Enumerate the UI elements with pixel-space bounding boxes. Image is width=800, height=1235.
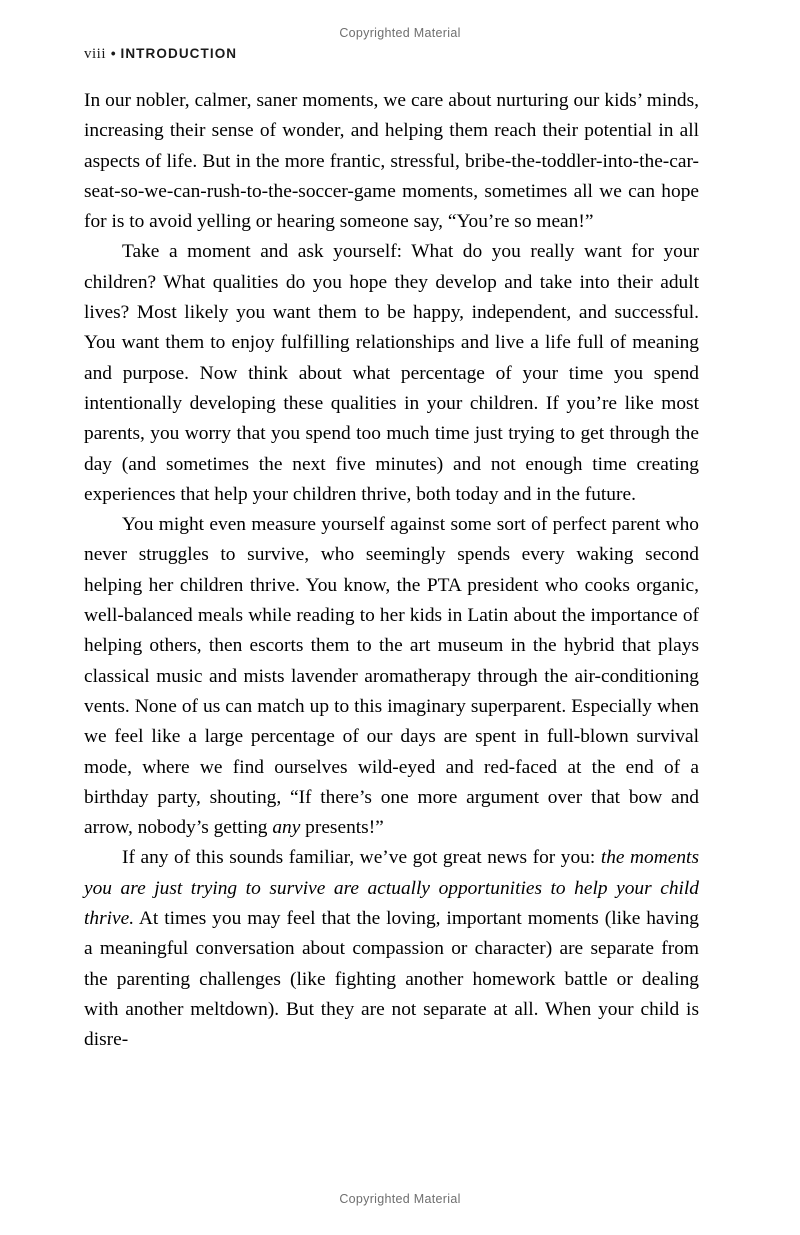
paragraph: Take a moment and ask yourself: What do you really want for your children? What qualities do you hope they develop and take into their adult lives? Most likely you want them to be happy, independent, and successful. You want them to enjoy fulfilling relationships and live a life full of meaning and purpose. Now think about what percentage of your time you spend intentionally developing these qualities in your children. If you’re like most parents, you worry that you spend too much time just trying to get through the day (and sometimes the next five minutes) and not enough time creating experiences that help your children thrive, both today and in the future. [84, 241, 699, 505]
body-text [84, 86, 699, 1056]
separator-bullet: • [110, 46, 116, 61]
running-head [84, 46, 237, 63]
page-number: viii [84, 46, 107, 62]
paragraph: You might even measure yourself against some sort of perfect parent who never struggles to survive, who seemingly spends every waking second helping her children thrive. You know, the PTA president who cooks organic, well-balanced meals while reading to her kids in Latin about the importance of helping others, then escorts them to the art museum in the hybrid that plays classical music and mists lavender aromatherapy through the air-conditioning vents. None of us can match up to this imaginary superparent. Especially when we feel like a large percentage of our days are spent in full-blown survival mode, where we find ourselves wild-eyed and red-faced at the end of a birthday party, shouting, “If there’s one more argument over that bow and arrow, nobody’s getting any presents!” [84, 514, 699, 839]
paragraph: In our nobler, calmer, saner moments, we care about nurturing our kids’ minds, increasing their sense of wonder, and helping them reach their potential in all aspects of life. But in the more frantic, stressful, bribe-the-toddler-into-the-car-seat-so-we-can-rush-to-the-soccer-game moments, sometimes all we can hope for is to avoid yelling or hearing someone say, “You’re so mean!” [84, 90, 699, 233]
paragraph: If any of this sounds familiar, we’ve got great news for you: the moments you are just trying to survive are actually opportunities to help your child thrive. At times you may feel that the loving, important moments (like having a meaningful conversation about compassion or character) are separate from the parenting challenges (like fighting another homework battle or dealing with another meltdown). But they are not separate at all. When your child is disre- [84, 847, 699, 1051]
chapter-title: INTRODUCTION [120, 46, 238, 61]
copyright-watermark-bottom: Copyrighted Material [339, 1192, 461, 1206]
copyright-watermark-top: Copyrighted Material [339, 26, 461, 40]
